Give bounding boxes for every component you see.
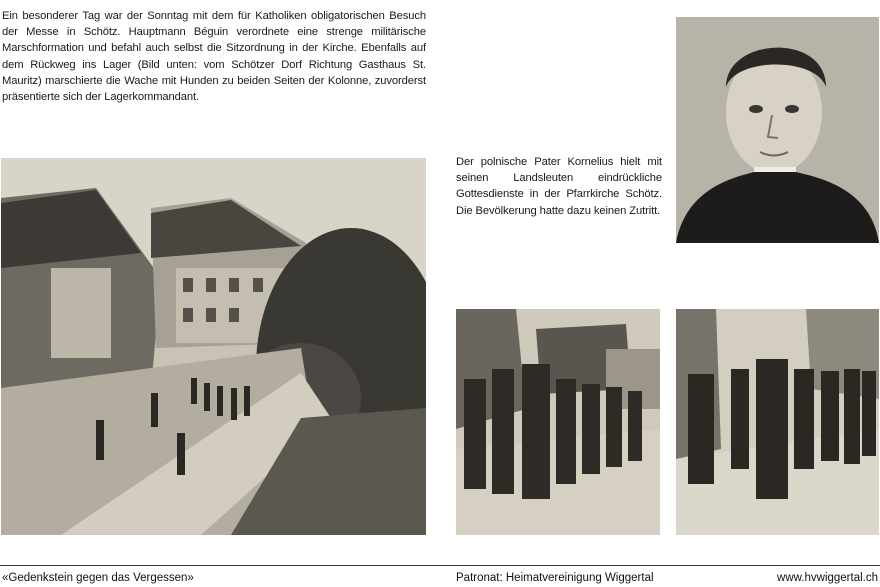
village-march-illustration <box>1 158 426 535</box>
caption-paragraph: Der polnische Pater Kornelius hielt mit seinen Landsleuten eindrückliche Gottesdienste in der Pfarrkirche Schötz. Die Bevölkerung hatte dazu keinen Zutritt. <box>456 156 662 217</box>
footer-title: «Gedenkstein gegen das Vergessen» <box>2 572 194 584</box>
priest-portrait-illustration <box>676 17 879 243</box>
intro-paragraph: Ein besonderer Tag war der Sonntag mit dem für Katholiken obligatorischen Besuch der Messe in Schötz. Hauptmann Béguin verordnete eine strenge militärische Marschformation und befahl auch selbst die Sitzordnung in der Kirche. Ebenfalls auf dem Rückweg ins Lager (Bild unten: vom Schötzer Dorf Richtung Gasthaus St. Mauritz) marschierte die Wache mit Hunden zu beiden Seiten der Kolonne, zuvorderst präsentierte sich der Lagerkommandant. <box>2 10 426 104</box>
column-march-photo <box>456 309 660 535</box>
village-march-photo <box>1 158 426 535</box>
priest-portrait-photo <box>676 17 879 243</box>
footer-patronage: Patronat: Heimatvereinigung Wiggertal <box>456 572 654 584</box>
footer-rule <box>0 565 880 566</box>
commander-march-illustration <box>676 309 879 535</box>
commander-march-photo <box>676 309 879 535</box>
column-march-illustration <box>456 309 660 535</box>
footer-website-link[interactable]: www.hvwiggertal.ch <box>777 572 878 584</box>
